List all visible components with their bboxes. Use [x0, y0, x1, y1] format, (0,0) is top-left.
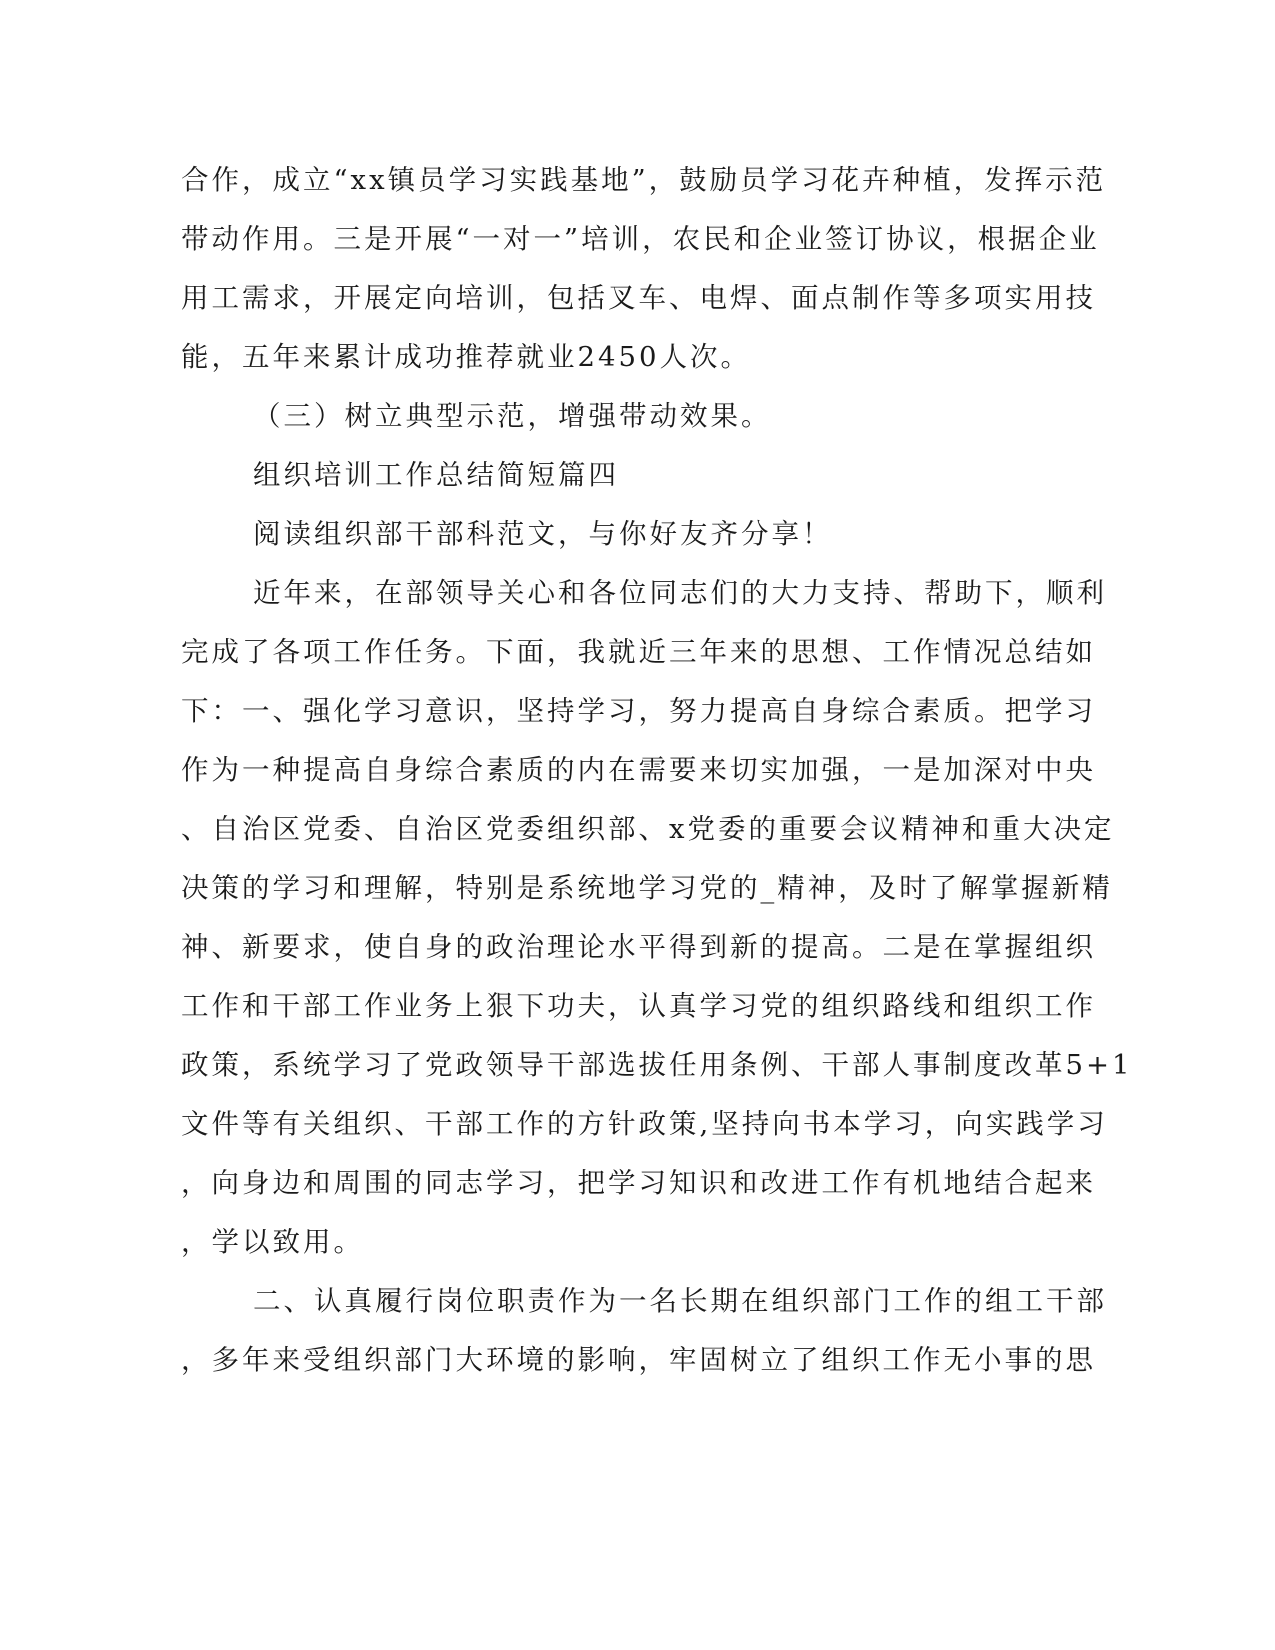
- text-line: 下：一、强化学习意识，坚持学习，努力提高自身综合素质。把学习: [181, 695, 1096, 727]
- text-line: 文件等有关组织、干部工作的方针政策,坚持向书本学习，向实践学习: [181, 1108, 1108, 1140]
- text-line: 决策的学习和理解，特别是系统地学习党的_精神，及时了解掌握新精: [181, 872, 1113, 904]
- text-line: 近年来，在部领导关心和各位同志们的大力支持、帮助下，顺利: [253, 577, 1107, 609]
- text-line: ，学以致用。: [181, 1226, 364, 1258]
- text-line: 能，五年来累计成功推荐就业2450人次。: [181, 341, 751, 373]
- text-line: ，多年来受组织部门大环境的影响，牢固树立了组织工作无小事的思: [181, 1344, 1096, 1376]
- text-line: 带动作用。三是开展“一对一”培训，农民和企业签订协议，根据企业: [181, 223, 1100, 255]
- text-line: 阅读组织部干部科范文，与你好友齐分享！: [253, 518, 833, 550]
- text-line: 、自治区党委、自治区党委组织部、x党委的重要会议精神和重大决定: [181, 813, 1115, 845]
- text-line: 完成了各项工作任务。下面，我就近三年来的思想、工作情况总结如: [181, 636, 1096, 668]
- text-line: 作为一种提高自身综合素质的内在需要来切实加强，一是加深对中央: [181, 754, 1096, 786]
- text-line: 合作，成立“xx镇员学习实践基地”，鼓励员学习花卉种植，发挥示范: [181, 164, 1107, 196]
- text-line: 神、新要求，使自身的政治理论水平得到新的提高。二是在掌握组织: [181, 931, 1096, 963]
- text-line: 二、认真履行岗位职责作为一名长期在组织部门工作的组工干部: [253, 1285, 1107, 1317]
- article-title: 组织培训工作总结简短篇四: [253, 459, 619, 491]
- section-heading: （三）树立典型示范，增强带动效果。: [253, 400, 772, 432]
- text-line: 用工需求，开展定向培训，包括叉车、电焊、面点制作等多项实用技: [181, 282, 1096, 314]
- text-line: ，向身边和周围的同志学习，把学习知识和改进工作有机地结合起来: [181, 1167, 1096, 1199]
- text-line: 政策，系统学习了党政领导干部选拔任用条例、干部人事制度改革5+1: [181, 1049, 1133, 1081]
- text-line: 工作和干部工作业务上狠下功夫，认真学习党的组织路线和组织工作: [181, 990, 1096, 1022]
